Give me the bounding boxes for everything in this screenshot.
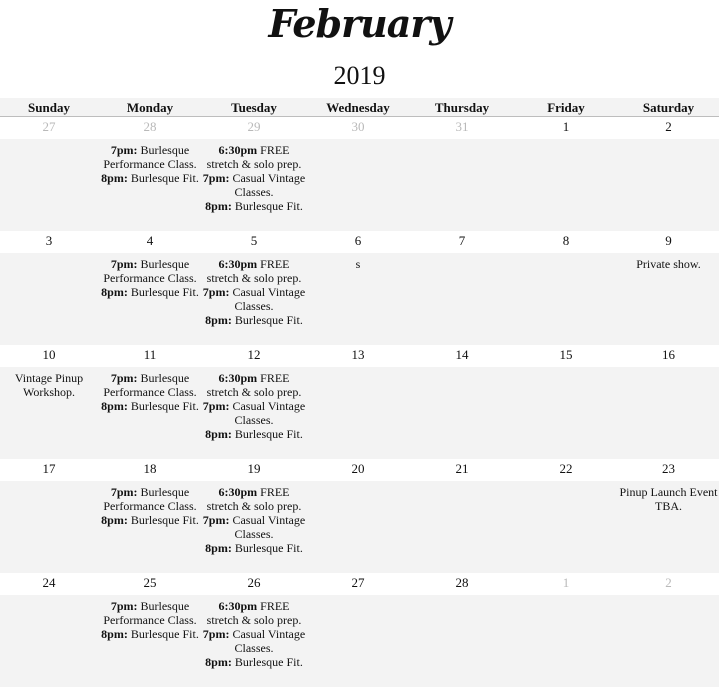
day-events-cell[interactable] [0, 367, 98, 459]
day-events-cell[interactable] [410, 595, 514, 687]
event-time: 6:30pm [218, 485, 258, 499]
month-title: February [268, 1, 451, 46]
event-text: Burlesque Fit. [127, 513, 199, 527]
day-number[interactable]: 19 [202, 459, 306, 481]
event-item[interactable] [202, 655, 306, 669]
event-text: Pinup Launch Event TBA. [619, 485, 718, 513]
day-number[interactable]: 1 [514, 573, 618, 595]
event-item[interactable] [98, 285, 202, 299]
event-text: Casual Vintage Classes. [229, 285, 306, 313]
day-events-cell[interactable] [514, 595, 618, 687]
day-number[interactable]: 1 [514, 117, 618, 139]
day-events-cell[interactable] [98, 253, 202, 345]
day-events-cell[interactable] [618, 367, 719, 459]
day-events-cell[interactable] [514, 367, 618, 459]
event-time: 6:30pm [218, 371, 258, 385]
event-time: 8pm: [205, 427, 232, 441]
event-time: 8pm: [101, 399, 128, 413]
event-item[interactable] [202, 399, 306, 427]
weekday-header: Friday [514, 98, 618, 117]
event-item[interactable] [98, 485, 202, 513]
event-text: Burlesque Fit. [231, 199, 303, 213]
event-time: 7pm: [202, 399, 230, 413]
event-item[interactable] [202, 427, 306, 441]
event-time: 7pm: [202, 513, 230, 527]
event-text: Burlesque Performance Class. [103, 143, 197, 171]
event-time: 7pm: [110, 485, 138, 499]
day-events-cell[interactable] [306, 253, 410, 345]
event-time: 6:30pm [218, 599, 258, 613]
calendar-grid [0, 98, 719, 687]
event-time: 7pm: [202, 285, 230, 299]
event-item[interactable] [98, 371, 202, 399]
day-number[interactable]: 30 [306, 117, 410, 139]
day-number[interactable]: 12 [202, 345, 306, 367]
day-events-cell[interactable] [410, 253, 514, 345]
event-text: Burlesque Fit. [231, 541, 303, 555]
year-title: 2019 [333, 61, 386, 90]
event-text: Burlesque Fit. [127, 399, 199, 413]
event-time: 7pm: [110, 143, 138, 157]
event-text: Casual Vintage Classes. [229, 171, 306, 199]
day-events-cell[interactable] [306, 139, 410, 231]
day-events-cell[interactable] [410, 481, 514, 573]
event-text: FREE stretch & solo prep. [206, 143, 302, 171]
day-events-cell[interactable] [410, 367, 514, 459]
event-time: 7pm: [202, 627, 230, 641]
event-time: 6:30pm [218, 143, 258, 157]
day-events-cell[interactable] [514, 253, 618, 345]
day-number[interactable]: 14 [410, 345, 514, 367]
event-item[interactable] [202, 599, 306, 627]
day-number[interactable]: 31 [410, 117, 514, 139]
day-number[interactable]: 11 [98, 345, 202, 367]
event-text: FREE stretch & solo prep. [206, 485, 302, 513]
event-item[interactable] [98, 513, 202, 527]
event-item[interactable] [98, 627, 202, 641]
day-number[interactable]: 2 [618, 573, 719, 595]
day-number[interactable]: 20 [306, 459, 410, 481]
event-item[interactable] [202, 627, 306, 655]
event-item[interactable] [98, 171, 202, 185]
day-events-cell[interactable] [98, 481, 202, 573]
day-number[interactable]: 7 [410, 231, 514, 253]
event-time: 7pm: [110, 371, 138, 385]
weekday-header: Saturday [618, 98, 719, 117]
day-number[interactable]: 26 [202, 573, 306, 595]
event-text: FREE stretch & solo prep. [206, 371, 302, 399]
day-events-cell[interactable] [618, 481, 719, 573]
day-events-cell[interactable] [0, 139, 98, 231]
day-events-cell[interactable] [618, 253, 719, 345]
event-item[interactable] [202, 171, 306, 199]
event-time: 7pm: [110, 257, 138, 271]
event-time: 6:30pm [218, 257, 258, 271]
day-number[interactable]: 28 [98, 117, 202, 139]
day-number[interactable]: 2 [618, 117, 719, 139]
day-events-cell[interactable] [306, 595, 410, 687]
event-time: 8pm: [205, 199, 232, 213]
event-item[interactable] [202, 513, 306, 541]
day-events-cell[interactable] [202, 139, 306, 231]
day-events-cell[interactable] [0, 595, 98, 687]
event-time: 8pm: [205, 541, 232, 555]
day-events-cell[interactable] [618, 595, 719, 687]
event-item[interactable] [202, 371, 306, 399]
event-item[interactable] [0, 371, 98, 399]
event-item[interactable] [202, 143, 306, 171]
day-number[interactable]: 6 [306, 231, 410, 253]
day-events-cell[interactable] [0, 253, 98, 345]
day-number[interactable]: 9 [618, 231, 719, 253]
day-number[interactable]: 28 [410, 573, 514, 595]
event-time: 8pm: [101, 285, 128, 299]
day-number[interactable]: 5 [202, 231, 306, 253]
day-events-cell[interactable] [306, 367, 410, 459]
event-text: FREE stretch & solo prep. [206, 599, 302, 627]
weekday-header: Monday [98, 98, 202, 117]
weekday-header: Tuesday [202, 98, 306, 117]
day-number[interactable]: 15 [514, 345, 618, 367]
event-text: Burlesque Fit. [127, 285, 199, 299]
weekday-header: Wednesday [306, 98, 410, 117]
day-events-cell[interactable] [202, 253, 306, 345]
event-item[interactable] [618, 257, 719, 271]
event-text: Vintage Pinup Workshop. [14, 371, 84, 399]
day-number[interactable]: 29 [202, 117, 306, 139]
day-number[interactable]: 25 [98, 573, 202, 595]
day-events-cell[interactable] [0, 481, 98, 573]
event-item[interactable] [202, 541, 306, 555]
day-number[interactable]: 27 [0, 117, 98, 139]
day-number[interactable]: 16 [618, 345, 719, 367]
event-time: 7pm: [202, 171, 230, 185]
event-item[interactable] [98, 143, 202, 171]
day-number[interactable]: 22 [514, 459, 618, 481]
day-events-cell[interactable] [306, 481, 410, 573]
day-events-cell[interactable] [98, 367, 202, 459]
weekday-header: Thursday [410, 98, 514, 117]
event-time: 8pm: [101, 171, 128, 185]
weekday-header: Sunday [0, 98, 98, 117]
day-number[interactable]: 3 [0, 231, 98, 253]
day-number[interactable]: 13 [306, 345, 410, 367]
event-item[interactable] [202, 285, 306, 313]
day-number[interactable]: 4 [98, 231, 202, 253]
event-text: Casual Vintage Classes. [229, 399, 306, 427]
event-item[interactable] [202, 485, 306, 513]
day-number[interactable]: 18 [98, 459, 202, 481]
event-item[interactable] [202, 257, 306, 285]
day-events-cell[interactable] [410, 139, 514, 231]
day-number[interactable]: 23 [618, 459, 719, 481]
event-time: 8pm: [101, 627, 128, 641]
day-number[interactable]: 27 [306, 573, 410, 595]
event-text: Burlesque Performance Class. [103, 371, 197, 399]
event-item[interactable] [618, 485, 719, 513]
event-item[interactable] [98, 399, 202, 413]
event-text: Burlesque Performance Class. [103, 599, 197, 627]
event-text: Burlesque Fit. [127, 171, 199, 185]
day-events-cell[interactable] [202, 481, 306, 573]
event-text: Private show. [636, 257, 701, 271]
day-number[interactable]: 17 [0, 459, 98, 481]
day-number[interactable]: 10 [0, 345, 98, 367]
day-number[interactable]: 24 [0, 573, 98, 595]
event-text: s [355, 257, 361, 271]
event-text: Burlesque Performance Class. [103, 257, 197, 285]
day-events-cell[interactable] [618, 139, 719, 231]
event-text: Burlesque Fit. [231, 655, 303, 669]
event-time: 8pm: [205, 655, 232, 669]
day-events-cell[interactable] [514, 481, 618, 573]
event-text: FREE stretch & solo prep. [206, 257, 302, 285]
day-events-cell[interactable] [202, 367, 306, 459]
event-time: 7pm: [110, 599, 138, 613]
day-number[interactable]: 21 [410, 459, 514, 481]
event-item[interactable] [202, 313, 306, 327]
day-events-cell[interactable] [514, 139, 618, 231]
event-text: Casual Vintage Classes. [229, 627, 306, 655]
event-text: Casual Vintage Classes. [229, 513, 306, 541]
event-time: 8pm: [101, 513, 128, 527]
day-number[interactable]: 8 [514, 231, 618, 253]
event-item[interactable] [202, 199, 306, 213]
event-text: Burlesque Fit. [231, 313, 303, 327]
event-item[interactable] [98, 257, 202, 285]
day-events-cell[interactable] [98, 595, 202, 687]
day-events-cell[interactable] [98, 139, 202, 231]
event-text: Burlesque Fit. [231, 427, 303, 441]
day-events-cell[interactable] [202, 595, 306, 687]
event-time: 8pm: [205, 313, 232, 327]
event-item[interactable] [98, 599, 202, 627]
event-text: Burlesque Performance Class. [103, 485, 197, 513]
event-item[interactable] [306, 257, 410, 271]
event-text: Burlesque Fit. [127, 627, 199, 641]
